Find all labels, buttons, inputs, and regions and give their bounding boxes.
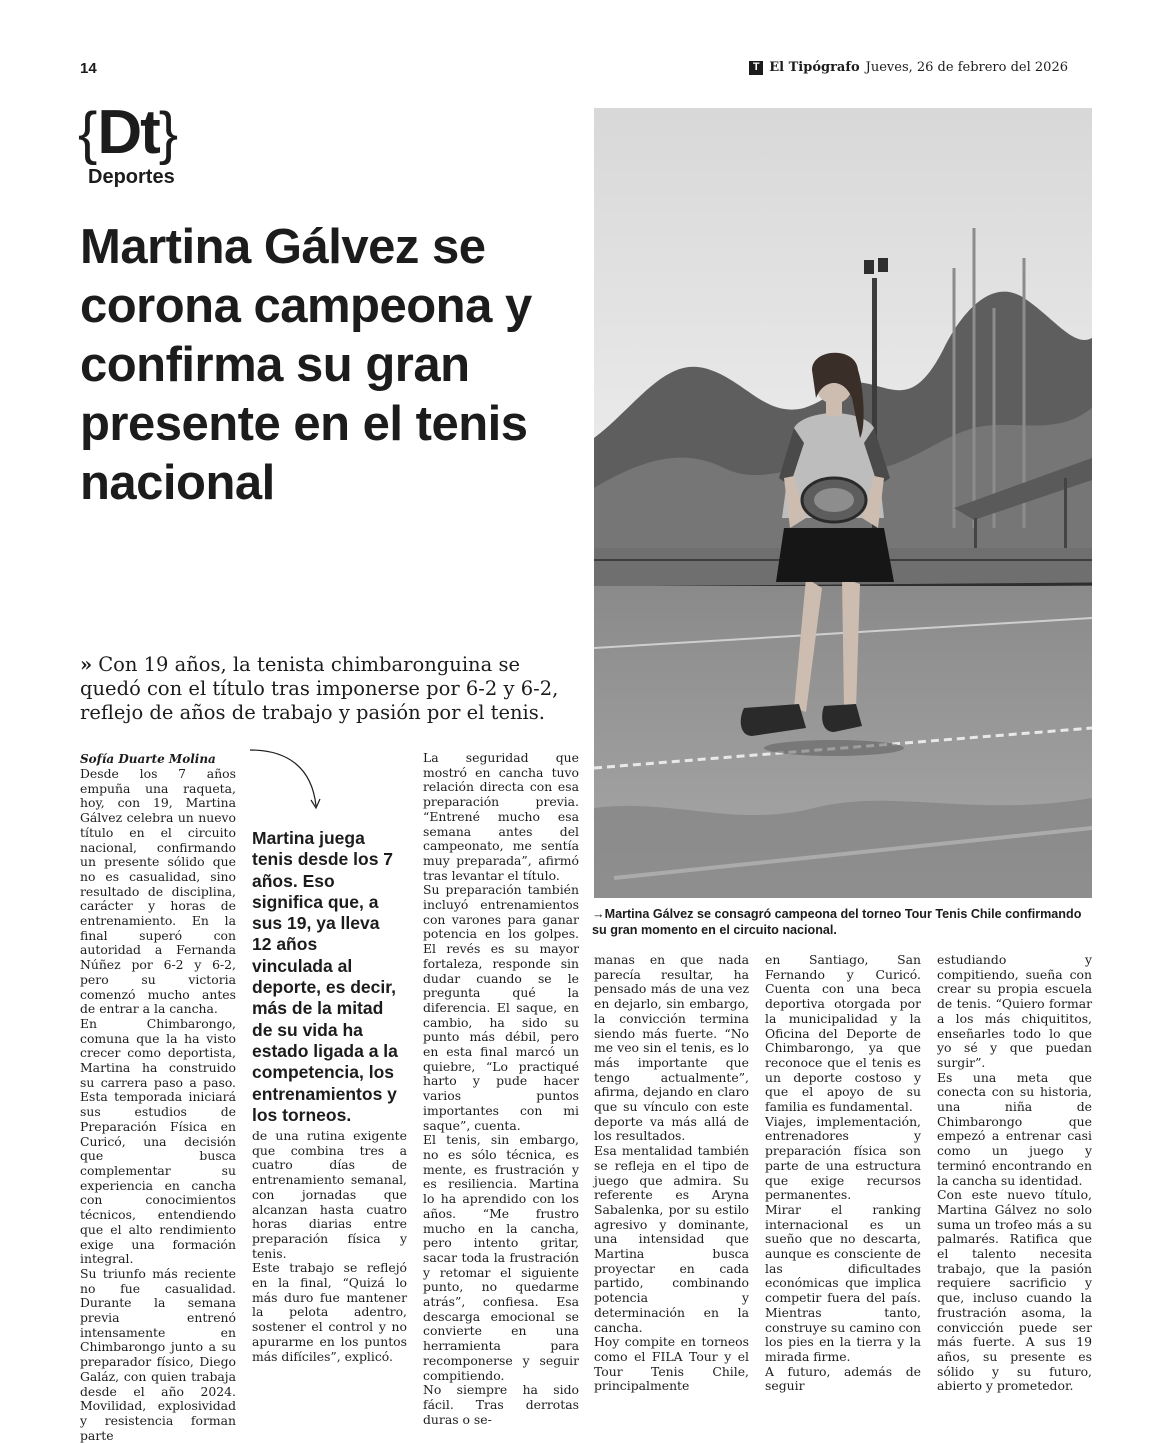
paragraph: Desde los 7 años empuña una raqueta, hoy, con 19, Martina Gálvez celebra un nuevo título en el circuito nacional, confirmando un presente sólido que no es casualidad, sino resultado de disciplina, carácter y horas de entrenamiento. En la final superó con autoridad a Fernanda Núñez por 6-2 y 6-2, pero su victoria comenzó mucho antes de entrar a la cancha.	[80, 766, 236, 1017]
article-column-3	[423, 751, 579, 1427]
paragraph: En Chimbarongo, comuna que la ha visto crecer como deportista, Martina ha construido su carrera paso a paso. Esta temporada iniciará sus estudios de Preparación Física en Curicó, una decisión que busca complementar su experiencia en cancha con conocimientos técnicos, entendiendo que el alto rendimiento exige una formación integral.	[80, 1015, 236, 1267]
tennis-player-photo	[594, 108, 1092, 898]
article-column-4	[594, 953, 749, 1394]
article-lead	[80, 653, 580, 725]
issue-date: Jueves, 26 de febrero del 2026	[865, 60, 1068, 75]
article-column-2	[252, 1129, 407, 1364]
section-code: Dt	[97, 98, 159, 167]
article-column-1	[80, 767, 236, 1443]
paragraph: A futuro, además de seguir	[765, 1363, 921, 1394]
paragraph: Mirar el ranking internacional es un sueño que no descarta, aunque es consciente de las dificultades económicas que implica competir fuera del país. Mientras tanto, construye su camino con los pies en la tierra y la mirada firme.	[765, 1201, 921, 1364]
pull-quote: Martina juega tenis desde los 7 años. Eso significa que, a sus 19, ya lleva 12 años vinculada al deporte, es decir, más de la mitad de su vida ha estado ligada a la competencia, los entrenamientos y los torneos.	[252, 828, 398, 1125]
paragraph: La seguridad que mostró en cancha tuvo relación directa con esa preparación previa. “Entrené mucho esa semana antes del campeonato, me sentía muy preparada”, afirmó tras levantar el título.	[423, 750, 579, 883]
brand-logo-icon: T	[749, 61, 763, 75]
pull-quote-arrow-icon	[248, 744, 328, 816]
paragraph: estudiando y compitiendo, sueña con crear su propia escuela de tenis. “Quiero formar a los más chiquititos, enseñarles todo lo que yo sé y que puedan surgir”.	[937, 952, 1092, 1070]
paragraph: Hoy compite en torneos como el FILA Tour y el Tour Tenis Chile, principalmente	[594, 1334, 749, 1394]
article-column-5	[765, 953, 921, 1394]
lead-marker-icon: »	[80, 653, 93, 676]
paragraph: Viajes, implementación, entrenadores y preparación física son parte de una estructura que exige recursos permanentes.	[765, 1113, 921, 1203]
lead-text: Con 19 años, la tenista chimbaronguina se quedó con el título tras imponerse por 6-2 y 6-2, reflejo de años de trabajo y pasión por el tenis.	[80, 653, 559, 724]
page-number: 14	[80, 60, 97, 77]
article-column-6	[937, 953, 1092, 1394]
article-photo	[594, 108, 1092, 898]
paragraph: Este trabajo se reflejó en la final, “Quizá lo más duro fue mantener la pelota adentro, sostener el control y no apurarme en los puntos más difíciles”, explicó.	[252, 1260, 407, 1364]
paragraph: manas en que nada parecía resultar, ha pensado más de una vez en dejarlo, sin embargo, la convicción termina siendo más fuerte. “No me veo sin el tenis, es lo más importante que tengo actualmente”, afirma, dejando en claro que su vínculo con este deporte va más allá de los resultados.	[594, 952, 749, 1144]
paragraph: Con este nuevo título, Martina Gálvez no solo suma un trofeo más a su palmarés. Ratifica que el talento necesita trabajo, que la pasión requiere sacrificio y que, incluso cuando la frustración asoma, la convicción puede ser más fuerte. A sus 19 años, su presente es sólido y su futuro, abierto y prometedor.	[937, 1187, 1092, 1394]
section-logo	[78, 98, 178, 169]
byline: Sofía Duarte Molina	[80, 752, 216, 766]
paragraph: No siempre ha sido fácil. Tras derrotas duras o se-	[423, 1382, 579, 1427]
section-name: Deportes	[88, 166, 175, 188]
section-brace-close: }	[158, 101, 179, 166]
paragraph: Su triunfo más reciente no fue casualidad. Durante la semana previa entrenó intensamente en Chimbarongo junto a su preparador físico, Diego Galáz, con quien trabaja desde el año 2024. Movilidad, explosividad y resistencia forman parte	[80, 1265, 236, 1443]
paragraph: El tenis, sin embargo, no es sólo técnica, es mente, es frustración y es resiliencia. Martina lo ha aprendido con los años. “Me frustro mucho en la cancha, pero intento gritar, sacar toda la frustración y retomar el siguiente punto, no quedarme atrás”, confiesa. Esa descarga emocional se convierte en una herramienta para recomponerse y seguir compitiendo.	[423, 1132, 579, 1383]
paragraph: Esa mentalidad también se refleja en el tipo de juego que admira. Su referente es Aryna Sabalenka, por su estilo agresivo y dominante, una intensidad que Martina busca proyectar en cada partido, combinando potencia y determinación en la cancha.	[594, 1143, 749, 1335]
masthead	[749, 60, 1068, 75]
section-brace-open: {	[78, 101, 98, 166]
brand-name: El Tipógrafo	[769, 60, 860, 75]
paragraph: en Santiago, San Fernando y Curicó. Cuenta con una beca deportiva otorgada por la municipalidad y la Oficina del Deporte de Chimbarongo, ya que reconoce que el tenis es un deporte costoso y que el apoyo de su familia es fundamental.	[765, 952, 921, 1115]
paragraph: Es una meta que conecta con su historia, una niña de Chimbarongo que empezó a entrenar casi como un juego y terminó encontrando en la cancha su identidad.	[937, 1069, 1092, 1188]
paragraph: de una rutina exigente que combina tres a cuatro días de entrenamiento semanal, con jornadas que alcanzan hasta cuatro horas diarias entre preparación física y tenis.	[252, 1128, 407, 1261]
article-headline: Martina Gálvez se corona campeona y confirma su gran presente en el tenis nacional	[80, 220, 532, 510]
paragraph: Su preparación también incluyó entrenamientos con varones para ganar potencia en los golpes. El revés es su mayor fortaleza, responde sin dudar cuando se le pregunta qué la diferencia. El saque, en cambio, ha sido su punto más débil, pero en esta final marcó un quiebre, “Lo practiqué harto y pude hacer varios puntos importantes con mi saque”, cuenta.	[423, 882, 579, 1133]
photo-caption: →Martina Gálvez se consagró campeona del torneo Tour Tenis Chile confirmando su gran momento en el circuito nacional.	[592, 907, 1082, 937]
